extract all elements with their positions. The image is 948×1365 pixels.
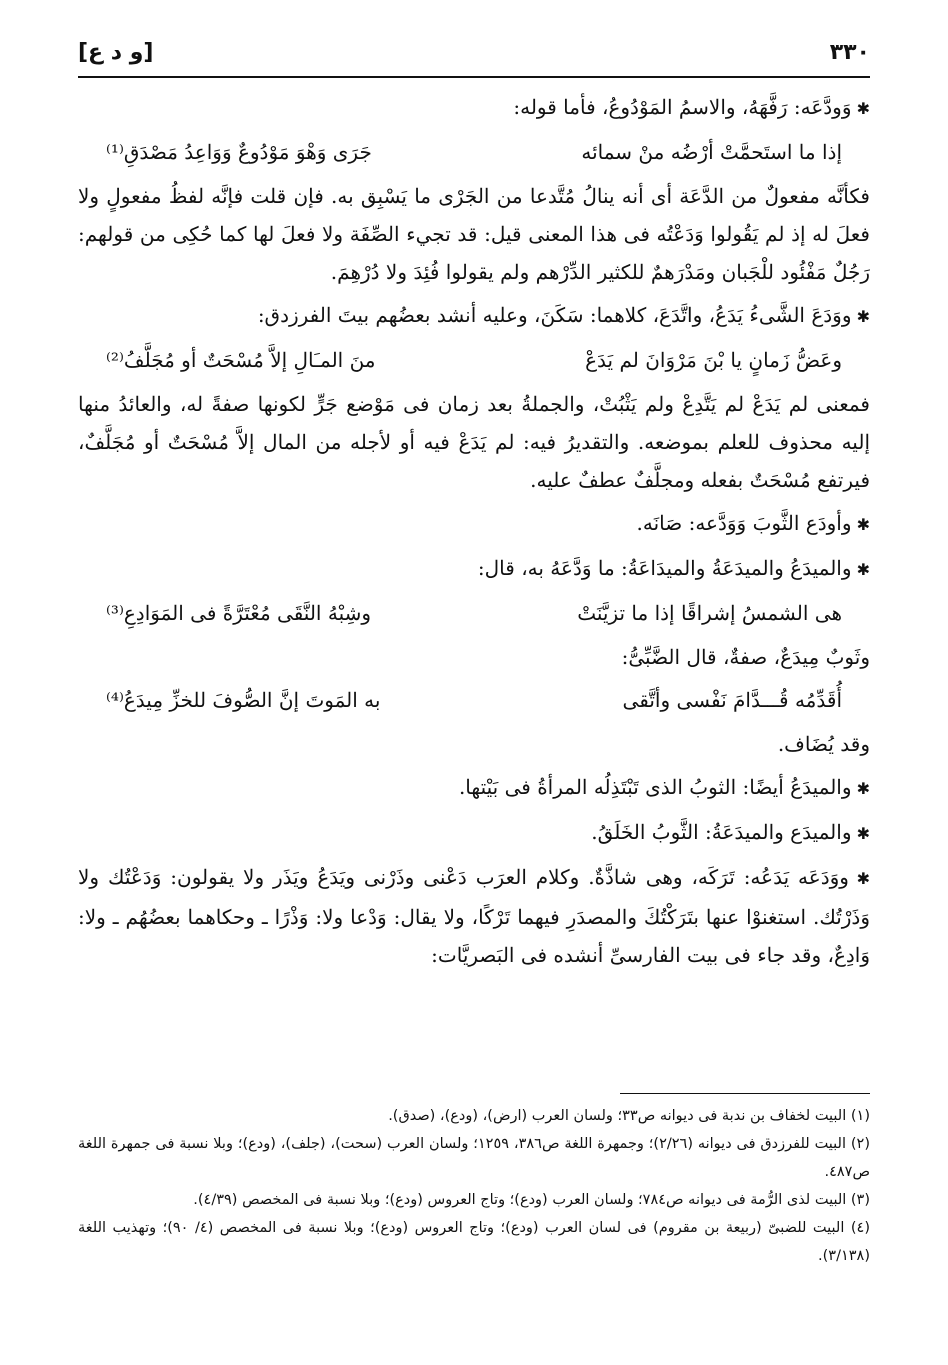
verse-hemistich: جَرَى وَهْوَ مَوْدُوعٌ وَوَاعِدُ مَصْدَقِ⁽¹⁾: [106, 140, 372, 164]
footnotes: [78, 1102, 870, 1270]
verse-hemistich: إذا ما استَحمَّتْ أرْضُه منْ سمائه: [581, 140, 842, 164]
paragraph: ✱ والميدَعُ أيضًا: الثوبُ الذى تَبْتَذِلُه المرأةُ فى بَيْتها.: [78, 768, 870, 808]
paragraph: ✱ وأودَع الثَّوبَ وَوَدَّعه: صَانَه.: [78, 504, 870, 544]
paragraph: ✱ والميدَعُ والميدَعَةُ والميدَاعَةُ: ما وَدَّعَهُ به، قال:: [78, 549, 870, 589]
verse-line: [106, 341, 842, 379]
verse-hemistich: به المَوتَ إنَّ الصُّوفَ للخزِّ مِيدَعُ⁽⁴⁾: [106, 688, 381, 712]
paragraph: فكأنَّه مفعولٌ من الدَّعَة أى أنه ينالُ مُتَّدعا من الجَرْى ما يَسْبِق به. فإن قلت فإنَّه لفظُ مفعولٍ ولا فعلَ له إذ لم يَقُولوا وَدَعْتُه فى هذا المعنى قيل: قد تجيء الصِّفَة ولا فعلَ لها كما حُكِى من قولهم: رَجُلٌ مَفْئُود للْجَبان ومَدْرَهمٌ للكثير الدِّرْهم ولم يقولوا فُئِدَ ولا دُرْهِمَ.: [78, 184, 870, 284]
paragraph: وقد يُضَاف.: [777, 732, 870, 756]
footnote: (٤) البيت للضبىّ (ربيعة بن مقروم) فى لسان العرب (ودع)؛ وتاج العروس (ودع)؛ وبلا نسبة فى المخصص (٤/ ٩٠)؛ وتهذيب اللغة (٣/١٣٨).: [78, 1220, 870, 1264]
verse-line: [106, 594, 842, 632]
verse-line: [106, 681, 842, 719]
paragraph: ✱ وَودَّعَه: رَفَّهَهُ، والاسمُ المَوْدُوعُ، فأما قوله:: [78, 88, 870, 128]
paragraph: وثَوبٌ مِيدَعٌ، صفةٌ، قال الضَّبِّىُّ:: [621, 645, 870, 669]
page-number: ٣٣٠: [829, 39, 870, 65]
paragraph: فمعنى لم يَدَعْ لم يَتَّدِعْ ولم يَثْبُتْ، والجملةُ بعد زمان فى مَوْضع جَرٍّ لكونها صفةً له، والعائدُ منها إليه محذوف للعلم بموضعه. والتقديرُ فيه: لم يَدَعْ فيه أو لأجله من المال إلاَّ مُسْحَتٌ أو مُجَلَّفٌ، فيرتفع مُسْحَتٌ بفعله ومجلَّفٌ عطفٌ عليه.: [78, 392, 870, 492]
footnote: (٣) البيت لذى الرُّمة فى ديوانه ص٧٨٤؛ ولسان العرب (ودع)؛ وتاج العروس (ودع)؛ وبلا نسبة فى المخصص (٤/٣٩).: [193, 1192, 870, 1208]
paragraph: ✱ والميدَع والميدَعَةُ: الثَّوبُ الخَلَقُ.: [78, 813, 870, 853]
root-heading: [و د ع]: [78, 39, 154, 65]
verse-hemistich: وشِبْهُ النَّقَى مُعْتَرَّةً فى المَوَادِعِ⁽³⁾: [106, 601, 372, 625]
header-rule: [78, 76, 870, 78]
verse-line: [106, 133, 842, 171]
verse-hemistich: منَ المـَالِ إلاَّ مُسْحَتٌ أو مُجَلَّفُ⁽²⁾: [106, 348, 376, 372]
verse-hemistich: أُقَدِّمُه قُـــدَّامَ نَفْسى وأتَّقى: [622, 688, 842, 712]
verse-hemistich: وعَضُّ زَمانٍ يا بْنَ مَرْوَانَ لم يَدَعْ: [585, 348, 842, 372]
paragraph: ✱ ووَدَعَه يَدَعُه: تَرَكَه، وهى شاذَّةٌ. وكلام العرَب دَعْنى وذَرْنى ويَدَعُ ويَذَر ولا يقولون: وَدَعْتُك ولا وَذَرْتُك. استغنوْا عنها بتَرَكْتُكَ والمصدَرِ فيهما تَرْكًا، ولا يقال: وَدْعا ولا: وَذْرًا ـ وحكاهما بعضُهُم ـ ولا: وَادِعٌ، وقد جاء فى بيت الفارسىِّ أنشده فى البَصريَّات:: [78, 858, 870, 974]
main-text: [78, 88, 870, 979]
page-header: [78, 34, 870, 70]
footnote: (١) البيت لخفاف بن ندبة فى ديوانه ص٣٣؛ ولسان العرب (ارض)، (ودع)، (صدق).: [388, 1108, 870, 1124]
footnote: (٢) البيت للفرزدق فى ديوانه (٢/٢٦)؛ وجمهرة اللغة ص٣٨٦، ١٢٥٩؛ ولسان العرب (سحت)، (جلف)، (ودع)؛ وبلا نسبة فى جمهرة اللغة ص٤٨٧.: [78, 1136, 871, 1180]
verse-hemistich: هى الشمسُ إشراقًا إذا ما تزيَّنَتْ: [577, 601, 842, 625]
footnote-separator: [620, 1093, 870, 1094]
paragraph: ✱ ووَدَعَ الشَّىءُ يَدَعُ، واتَّدَعَ، كلاهما: سَكَنَ، وعليه أنشد بعضُهم بيتَ الفرزدق:: [78, 296, 870, 336]
